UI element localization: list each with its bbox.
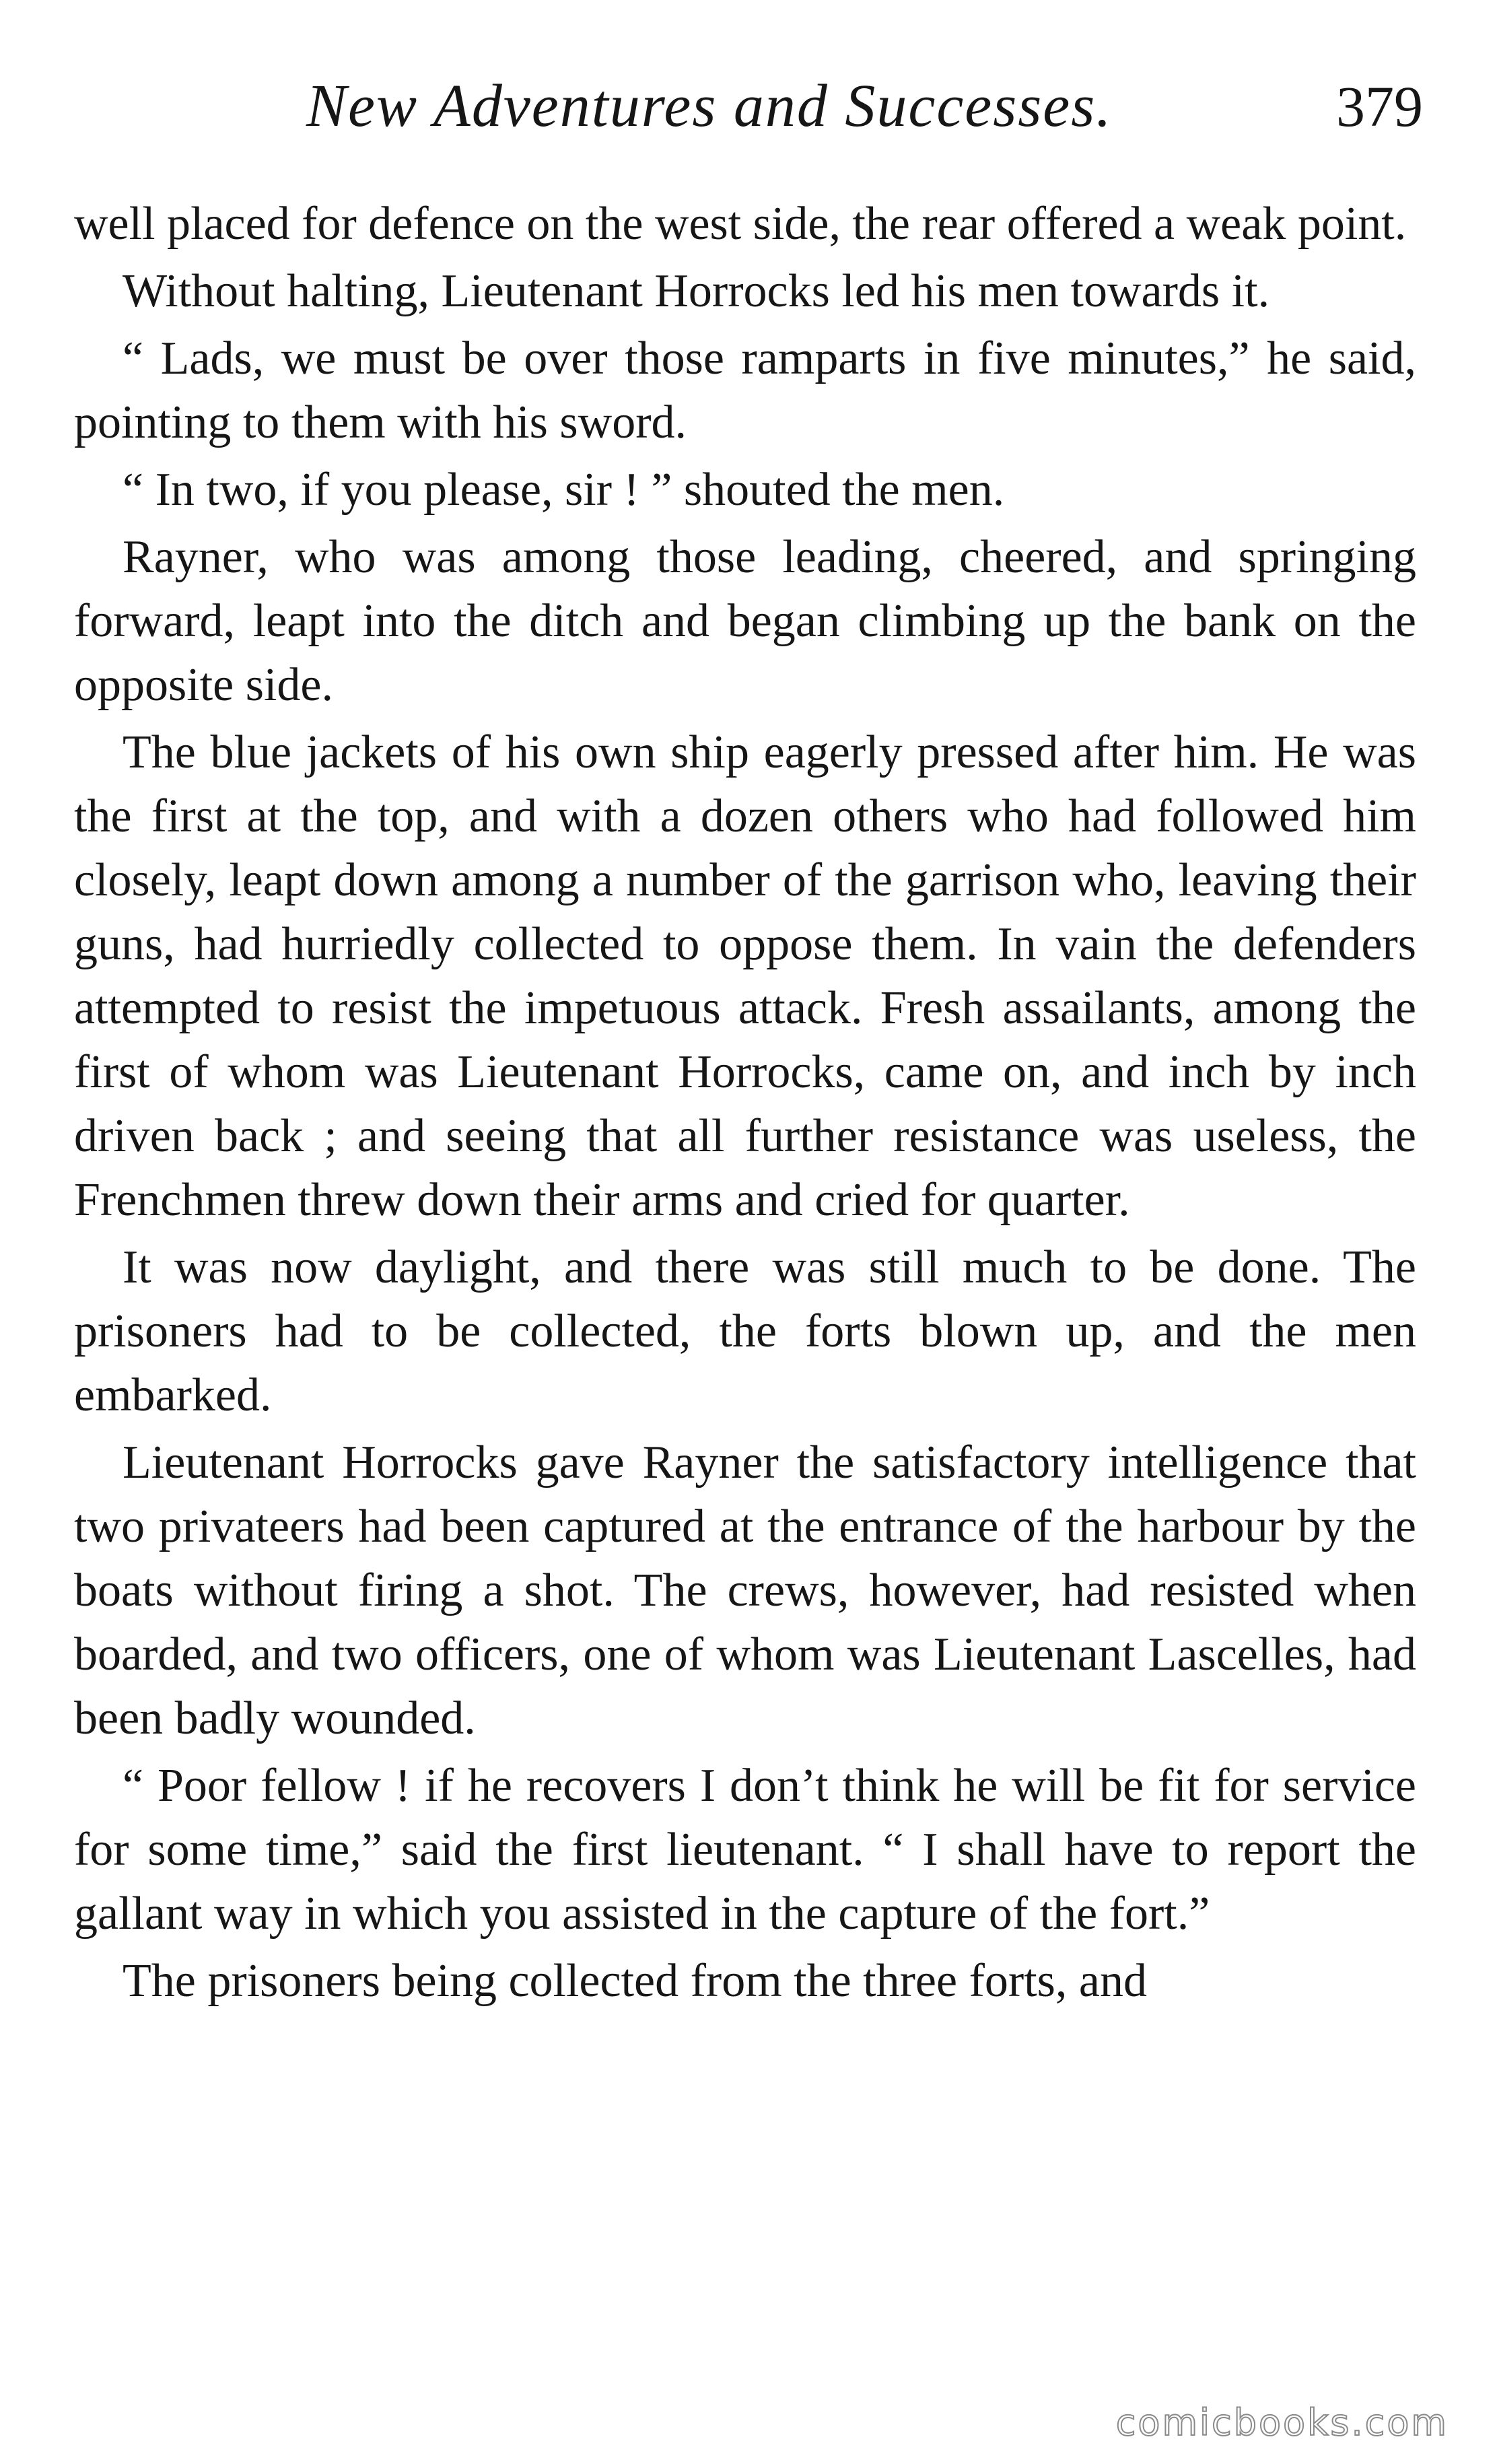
paragraph: The prisoners being collected from the three forts, and <box>123 1955 1147 2007</box>
paragraph: Rayner, who was among those leading, cheered, and springing forward, leapt into the ditch and began climbing up the bank on the opposite side. <box>74 531 1416 711</box>
watermark: comicbooks.com <box>1115 2401 1449 2444</box>
page-header <box>67 66 1423 147</box>
page-number: 379 <box>1336 74 1423 139</box>
paragraph: Lieutenant Horrocks gave Rayner the satisfactory intelligence that two privateers had been captured at the entrance of the harbour by the boats without firing a shot. The crews, however, had resisted when boarded, and two officers, one of whom was Lieutenant Lascelles, had been badly wounded. <box>74 1437 1416 1744</box>
body-text <box>74 192 1416 2016</box>
paragraph: “ In two, if you please, sir ! ” shouted the men. <box>123 464 1005 516</box>
paragraph: The blue jackets of his own ship eagerly pressed after him. He was the first at the top, and with a dozen others who had followed him closely, leapt down among a number of the garrison who, leaving their guns, had hurriedly collected to oppose them. In vain the defenders attempted to resist the impetuous attack. Fresh assailants, among the first of whom was Lieutenant Horrocks, came on, and inch by inch driven back ; and seeing that all further resistance was useless, the Frenchmen threw down their arms and cried for quarter. <box>74 726 1416 1226</box>
paragraph: well placed for defence on the west side, the rear offered a weak point. <box>74 198 1407 250</box>
running-title: New Adventures and Successes. <box>306 73 1113 139</box>
paragraph: “ Poor fellow ! if he recovers I don’t think he will be fit for service for some time,” said the first lieutenant. “ I shall have to report the gallant way in which you assisted in the capture of the fort.” <box>74 1760 1416 1940</box>
paragraph: It was now daylight, and there was still much to be done. The prisoners had to be collected, the forts blown up, and the men embarked. <box>74 1241 1416 1421</box>
paragraph: Without halting, Lieutenant Horrocks led his men towards it. <box>123 265 1270 317</box>
paragraph: “ Lads, we must be over those ramparts in five minutes,” he said, pointing to them with his sword. <box>74 333 1416 448</box>
